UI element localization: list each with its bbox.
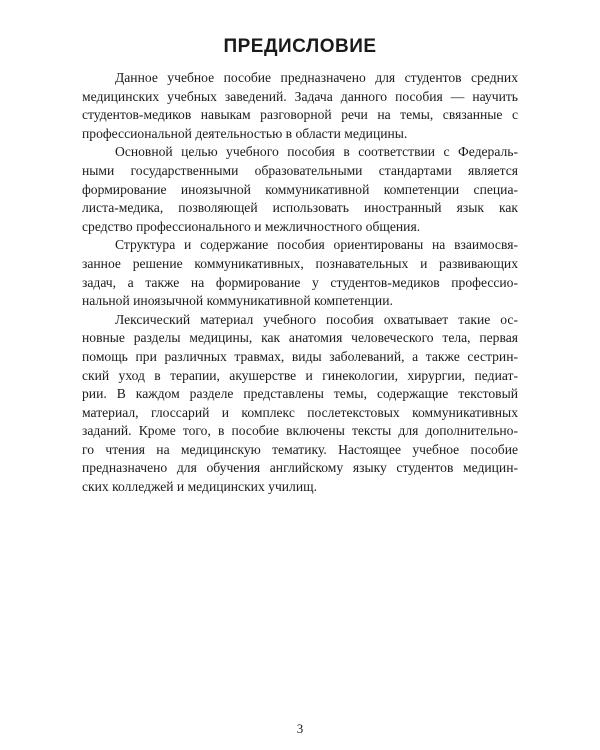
text-line: задач, а также на формирование у студентов-медиков профессио- [82,274,518,290]
text-line: рии. В каждом разделе представлены темы, содержащие текстовый [82,386,518,402]
text-line: Данное учебное пособие предназначено для студентов средних [115,70,518,85]
text-line: медицинских учебных заведений. Задача данного пособия — научить [82,88,518,104]
text-line: ских колледжей и медицинских училищ. [82,479,317,495]
text-line: Основной целью учебного пособия в соответствии с Федераль- [115,144,518,160]
text-line: заданий. Кроме того, в пособие включены тексты для дополнительно- [82,423,518,439]
text-line: ский уход в терапии, акушерстве и гинекологии, хирургии, педиат- [82,367,518,383]
text-line: ными государственными образовательными стандартами является [82,162,518,178]
page-title: ПРЕДИСЛОВИЕ [223,36,377,57]
text-line: новные разделы медицины, как анатомия человеческого тела, первая [82,330,518,346]
preface-body [82,69,518,497]
text-line: материал, глоссарий и комплекс послетекстовых коммуникативных [82,404,518,420]
text-line: го чтения на медицинскую тематику. Настоящее учебное пособие [82,441,518,457]
text-line: профессиональной деятельностью в области медицины. [82,125,408,141]
paragraph-2 [82,143,518,236]
text-line: студентов-медиков навыкам разговорной речи на темы, связанные с [82,107,518,123]
text-line: листа-медика, позволяющей использовать иностранный язык как [82,200,518,216]
text-line: помощь при различных травмах, виды заболеваний, а также сестрин- [82,348,518,364]
text-line: формирование иноязычной коммуникативной компетенции специа- [82,181,518,197]
text-line: нальной иноязычной коммуникативной компетенции. [82,293,393,309]
text-line: Структура и содержание пособия ориентированы на взаимосвя- [115,237,518,253]
text-line: Лексический материал учебного пособия охватывает такие ос- [115,311,518,327]
text-line: предназначено для обучения английскому языку студентов медицин- [82,460,518,476]
text-line: занное решение коммуникативных, познавательных и развивающих [82,255,518,271]
paragraph-3 [82,236,518,310]
paragraph-1 [82,69,518,143]
text-line: средство профессионального и межличностного общения. [82,218,421,234]
page-number: 3 [296,721,304,736]
paragraph-4 [82,311,518,497]
